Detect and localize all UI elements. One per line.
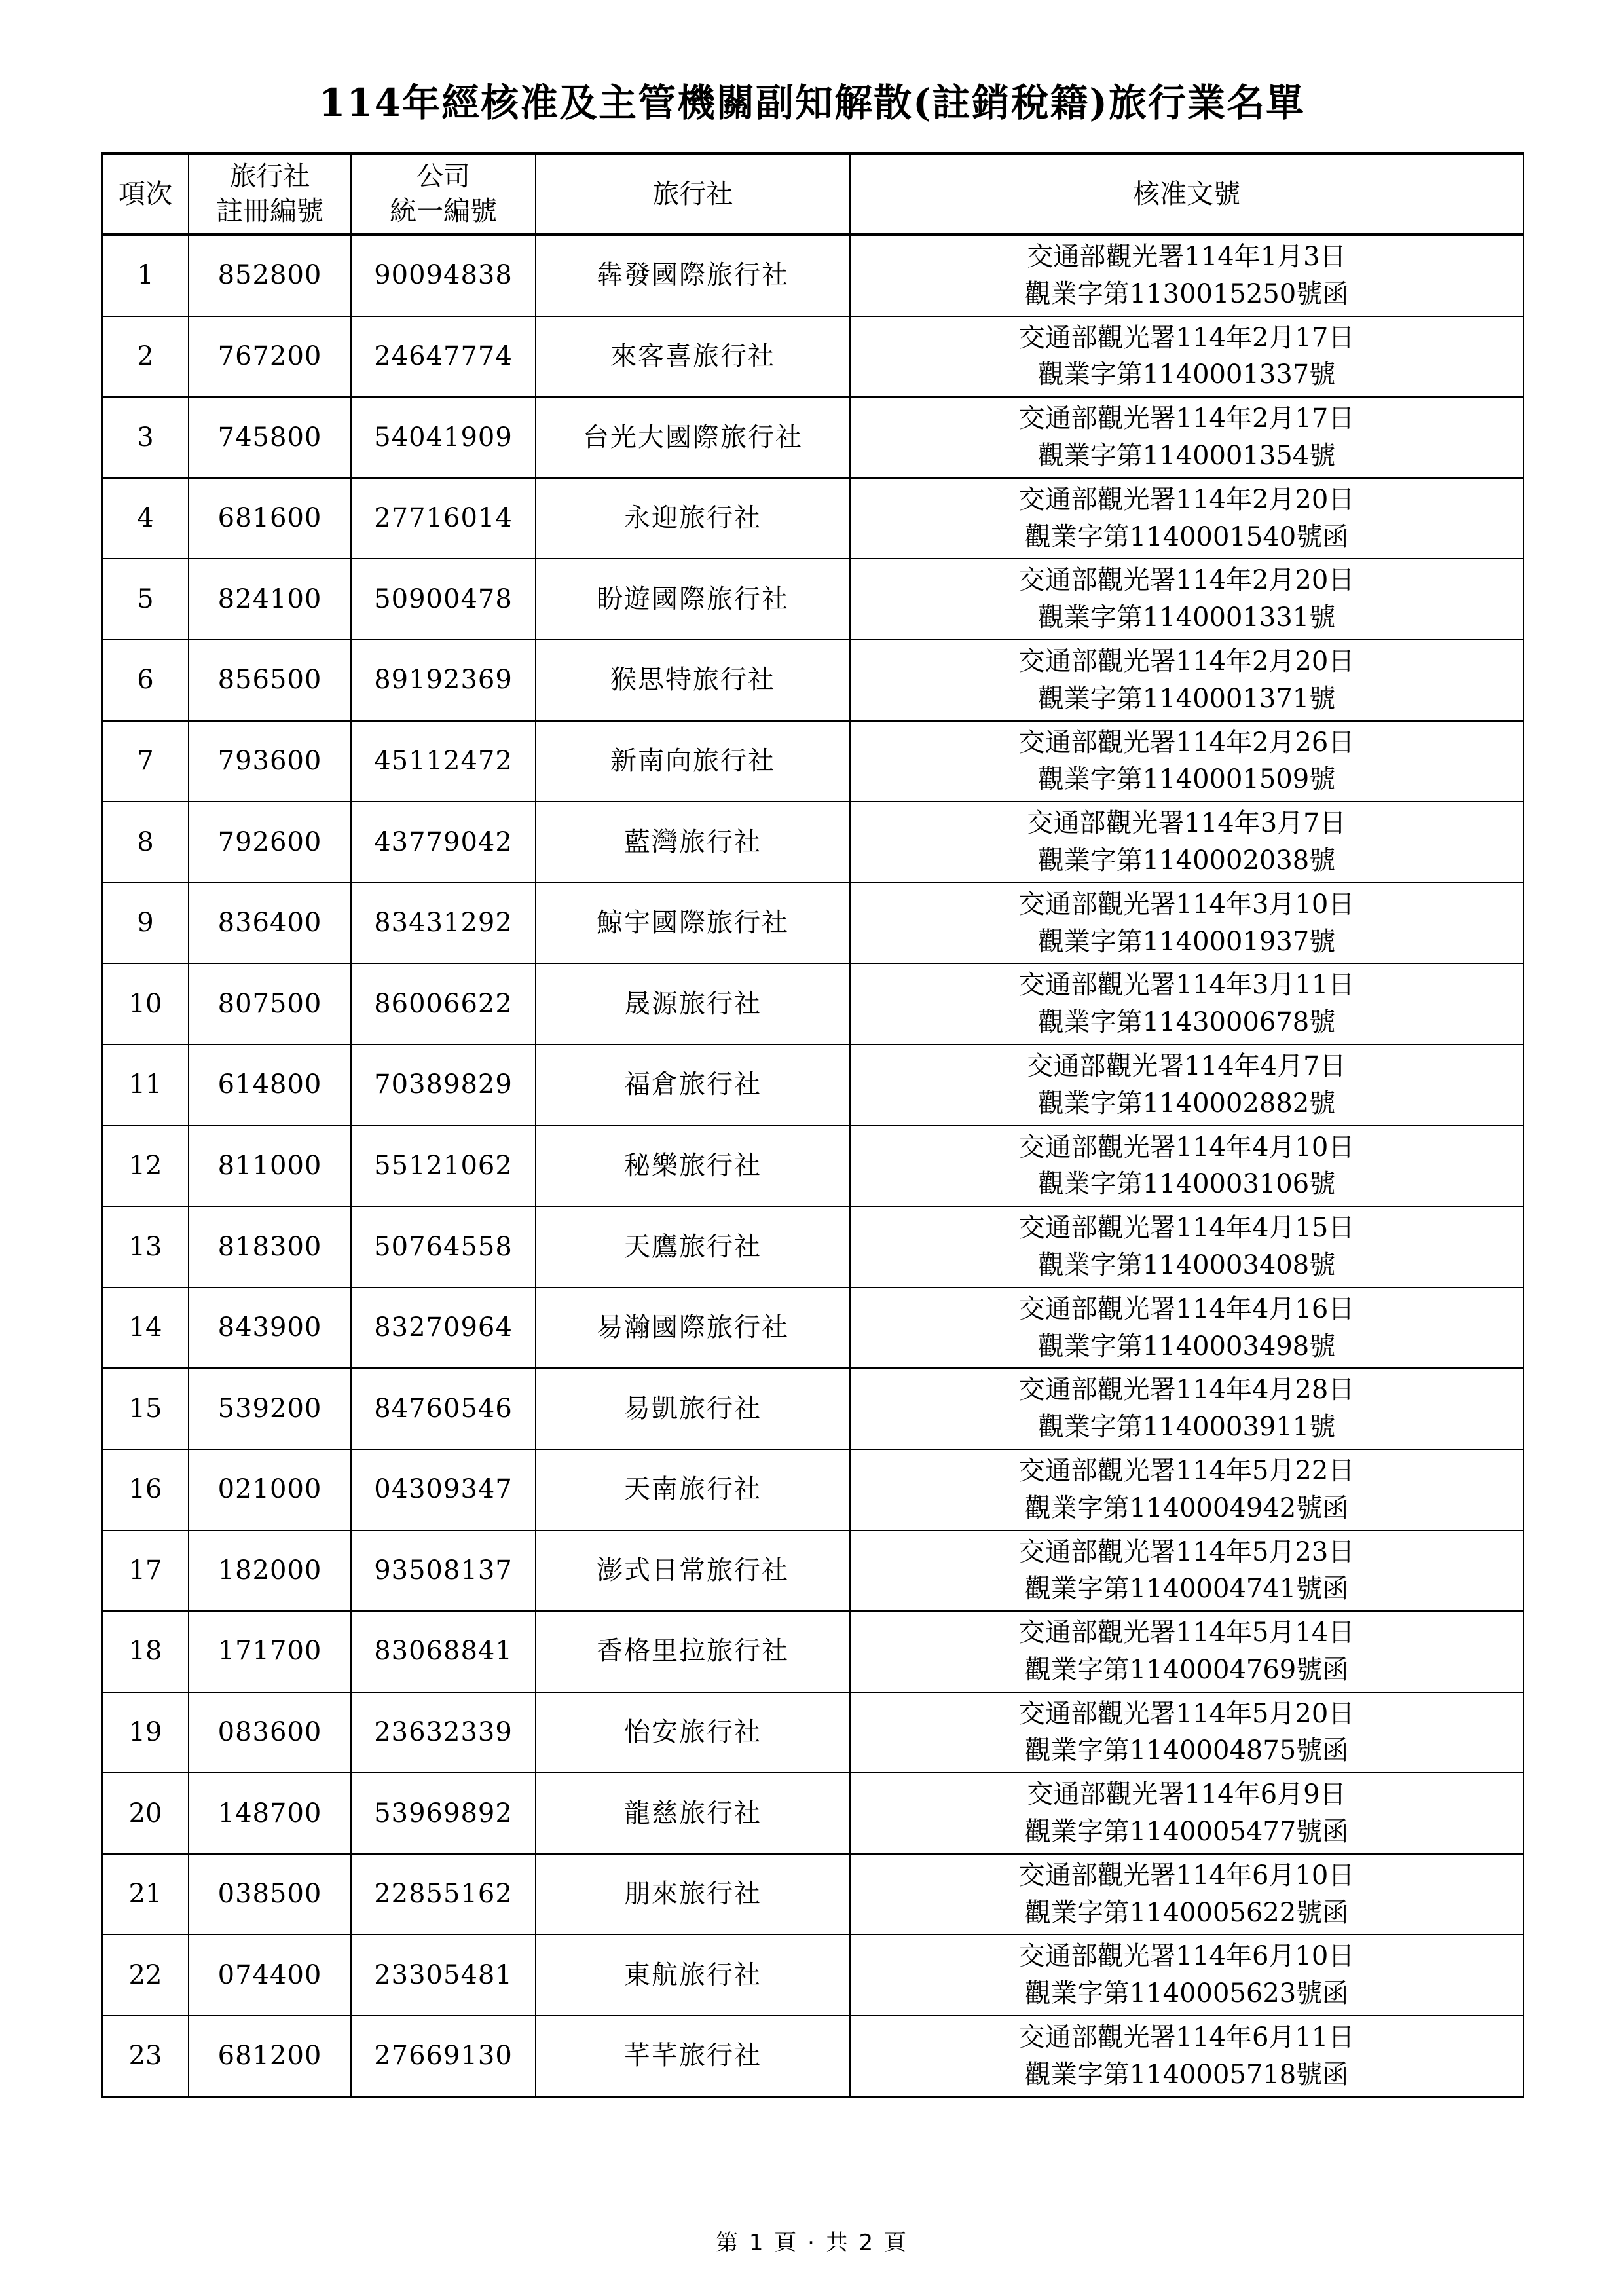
cell-registration-number: 681600 [189, 478, 351, 559]
approval-date-line: 交通部觀光署114年2月20日 [1018, 646, 1355, 676]
cell-tax-number: 83270964 [351, 1287, 536, 1369]
table-row [102, 802, 1523, 883]
cell-index: 4 [102, 478, 189, 559]
approval-number-line: 觀業字第1140004769號函 [1024, 1654, 1349, 1685]
table-row [102, 234, 1523, 316]
cell-tax-number: 84760546 [351, 1368, 536, 1449]
cell-registration-number: 836400 [189, 883, 351, 964]
cell-tax-number: 23305481 [351, 1935, 536, 2016]
cell-registration-number: 745800 [189, 397, 351, 478]
cell-index: 10 [102, 963, 189, 1045]
cell-approval-document [850, 963, 1523, 1045]
table-row [102, 721, 1523, 802]
cell-index: 9 [102, 883, 189, 964]
table-body [102, 234, 1523, 2097]
column-header-tax-line2: 統一編號 [390, 195, 497, 227]
cell-approval-document [850, 316, 1523, 398]
cell-agency-name: 芊芊旅行社 [536, 2016, 850, 2097]
approval-number-line: 觀業字第1140001540號函 [1024, 521, 1349, 552]
cell-tax-number: 27669130 [351, 2016, 536, 2097]
approval-number-line: 觀業字第1140002038號 [1037, 845, 1336, 876]
cell-tax-number: 70389829 [351, 1045, 536, 1126]
column-header-tax-line1: 公司 [416, 160, 470, 192]
column-header-index [102, 153, 189, 234]
cell-registration-number: 074400 [189, 1935, 351, 2016]
cell-registration-number: 767200 [189, 316, 351, 398]
table-row [102, 1530, 1523, 1612]
cell-registration-number: 038500 [189, 1854, 351, 1935]
approval-date-line: 交通部觀光署114年6月10日 [1018, 1860, 1355, 1891]
table-row [102, 559, 1523, 640]
approval-date-line: 交通部觀光署114年6月9日 [1027, 1779, 1346, 1810]
cell-approval-document [850, 1854, 1523, 1935]
cell-registration-number: 148700 [189, 1773, 351, 1854]
approval-number-line: 觀業字第1140005623號函 [1024, 1978, 1349, 2009]
cell-tax-number: 83431292 [351, 883, 536, 964]
approval-date-line: 交通部觀光署114年3月11日 [1018, 970, 1355, 1001]
cell-agency-name: 犇發國際旅行社 [536, 234, 850, 316]
cell-tax-number: 54041909 [351, 397, 536, 478]
approval-date-line: 交通部觀光署114年2月26日 [1018, 727, 1355, 758]
approval-date-line: 交通部觀光署114年5月23日 [1018, 1536, 1355, 1567]
column-header-registration-number [189, 153, 351, 234]
cell-approval-document [850, 721, 1523, 802]
approval-number-line: 觀業字第1140004942號函 [1024, 1492, 1349, 1523]
approval-date-line: 交通部觀光署114年4月7日 [1027, 1050, 1346, 1081]
cell-tax-number: 53969892 [351, 1773, 536, 1854]
cell-agency-name: 新南向旅行社 [536, 721, 850, 802]
approval-date-line: 交通部觀光署114年2月17日 [1018, 322, 1355, 353]
table-row [102, 883, 1523, 964]
cell-registration-number: 021000 [189, 1449, 351, 1530]
cell-tax-number: 23632339 [351, 1692, 536, 1773]
cell-agency-name: 鯨宇國際旅行社 [536, 883, 850, 964]
column-header-agency-name [536, 153, 850, 234]
approval-number-line: 觀業字第1140005477號函 [1024, 1817, 1349, 1847]
cell-registration-number: 539200 [189, 1368, 351, 1449]
cell-agency-name: 朋來旅行社 [536, 1854, 850, 1935]
approval-number-line: 觀業字第1140001337號 [1037, 360, 1336, 390]
approval-date-line: 交通部觀光署114年5月22日 [1018, 1455, 1355, 1486]
cell-agency-name: 天南旅行社 [536, 1449, 850, 1530]
cell-registration-number: 793600 [189, 721, 351, 802]
cell-tax-number: 83068841 [351, 1611, 536, 1692]
cell-tax-number: 45112472 [351, 721, 536, 802]
column-header-index-label: 項次 [119, 177, 172, 210]
approval-number-line: 觀業字第1140003106號 [1037, 1169, 1336, 1200]
approval-date-line: 交通部觀光署114年6月11日 [1018, 2022, 1355, 2053]
cell-tax-number: 43779042 [351, 802, 536, 883]
cell-registration-number: 856500 [189, 640, 351, 721]
table-row [102, 2016, 1523, 2097]
cell-agency-name: 易凱旅行社 [536, 1368, 850, 1449]
table-row [102, 1611, 1523, 1692]
table-row [102, 963, 1523, 1045]
cell-registration-number: 818300 [189, 1206, 351, 1287]
cell-tax-number: 50764558 [351, 1206, 536, 1287]
cell-tax-number: 86006622 [351, 963, 536, 1045]
approval-number-line: 觀業字第1140005718號函 [1024, 2059, 1349, 2090]
table-header [102, 153, 1523, 234]
cell-tax-number: 22855162 [351, 1854, 536, 1935]
cell-index: 6 [102, 640, 189, 721]
cell-agency-name: 龍慈旅行社 [536, 1773, 850, 1854]
approval-number-line: 觀業字第1143000678號 [1037, 1007, 1336, 1038]
cell-approval-document [850, 1368, 1523, 1449]
cell-tax-number: 04309347 [351, 1449, 536, 1530]
cell-approval-document [850, 802, 1523, 883]
approval-date-line: 交通部觀光署114年4月10日 [1018, 1132, 1355, 1162]
approval-date-line: 交通部觀光署114年6月10日 [1018, 1941, 1355, 1972]
cell-index: 12 [102, 1126, 189, 1207]
cell-index: 20 [102, 1773, 189, 1854]
cell-index: 17 [102, 1530, 189, 1612]
cell-approval-document [850, 1287, 1523, 1369]
approval-date-line: 交通部觀光署114年3月7日 [1027, 808, 1346, 839]
approval-number-line: 觀業字第1140005622號函 [1024, 1897, 1349, 1928]
cell-agency-name: 怡安旅行社 [536, 1692, 850, 1773]
table-row [102, 1126, 1523, 1207]
cell-approval-document [850, 1449, 1523, 1530]
approval-date-line: 交通部觀光署114年1月3日 [1027, 242, 1346, 272]
cell-agency-name: 藍灣旅行社 [536, 802, 850, 883]
cell-agency-name: 秘樂旅行社 [536, 1126, 850, 1207]
cell-approval-document [850, 1773, 1523, 1854]
cell-index: 7 [102, 721, 189, 802]
cell-registration-number: 182000 [189, 1530, 351, 1612]
cell-agency-name: 猴思特旅行社 [536, 640, 850, 721]
cell-approval-document [850, 1530, 1523, 1612]
cell-approval-document [850, 640, 1523, 721]
cell-tax-number: 93508137 [351, 1530, 536, 1612]
cell-index: 13 [102, 1206, 189, 1287]
column-header-registration-line2: 註冊編號 [216, 195, 323, 227]
cell-agency-name: 晟源旅行社 [536, 963, 850, 1045]
table-row [102, 1287, 1523, 1369]
cell-registration-number: 843900 [189, 1287, 351, 1369]
cell-approval-document [850, 1935, 1523, 2016]
cell-tax-number: 89192369 [351, 640, 536, 721]
cell-index: 15 [102, 1368, 189, 1449]
table-header-row [102, 153, 1523, 234]
cell-registration-number: 171700 [189, 1611, 351, 1692]
cell-agency-name: 天鷹旅行社 [536, 1206, 850, 1287]
cell-index: 1 [102, 234, 189, 316]
cell-agency-name: 香格里拉旅行社 [536, 1611, 850, 1692]
cell-agency-name: 來客喜旅行社 [536, 316, 850, 398]
approval-number-line: 觀業字第1140001331號 [1037, 602, 1336, 633]
cell-tax-number: 50900478 [351, 559, 536, 640]
approval-number-line: 觀業字第1140001937號 [1037, 926, 1336, 957]
approval-number-line: 觀業字第1140003911號 [1037, 1412, 1336, 1443]
cell-tax-number: 27716014 [351, 478, 536, 559]
approval-date-line: 交通部觀光署114年4月15日 [1018, 1213, 1355, 1244]
approval-date-line: 交通部觀光署114年4月16日 [1018, 1293, 1355, 1324]
approval-number-line: 觀業字第1140002882號 [1037, 1088, 1336, 1119]
table-row [102, 640, 1523, 721]
cell-tax-number: 90094838 [351, 234, 536, 316]
cell-approval-document [850, 1126, 1523, 1207]
cell-registration-number: 852800 [189, 234, 351, 316]
cell-agency-name: 東航旅行社 [536, 1935, 850, 2016]
column-header-approval-document [850, 153, 1523, 234]
table-row [102, 478, 1523, 559]
cell-index: 14 [102, 1287, 189, 1369]
column-header-agency-label: 旅行社 [652, 177, 733, 210]
table-row [102, 1854, 1523, 1935]
cell-index: 18 [102, 1611, 189, 1692]
cell-tax-number: 24647774 [351, 316, 536, 398]
cell-approval-document [850, 234, 1523, 316]
column-header-registration-line1: 旅行社 [229, 160, 310, 192]
cell-approval-document [850, 1206, 1523, 1287]
cell-agency-name: 福倉旅行社 [536, 1045, 850, 1126]
table-row [102, 397, 1523, 478]
cell-index: 11 [102, 1045, 189, 1126]
approval-number-line: 觀業字第1130015250號函 [1024, 278, 1349, 309]
cell-registration-number: 614800 [189, 1045, 351, 1126]
cell-approval-document [850, 2016, 1523, 2097]
cell-index: 23 [102, 2016, 189, 2097]
approval-date-line: 交通部觀光署114年5月20日 [1018, 1698, 1355, 1729]
cell-registration-number: 811000 [189, 1126, 351, 1207]
approval-date-line: 交通部觀光署114年4月28日 [1018, 1375, 1355, 1405]
approval-number-line: 觀業字第1140001354號 [1037, 440, 1336, 471]
cell-index: 21 [102, 1854, 189, 1935]
cell-approval-document [850, 1045, 1523, 1126]
cell-index: 5 [102, 559, 189, 640]
cell-index: 19 [102, 1692, 189, 1773]
table-row [102, 1449, 1523, 1530]
approval-date-line: 交通部觀光署114年2月20日 [1018, 565, 1355, 596]
cell-agency-name: 台光大國際旅行社 [536, 397, 850, 478]
approval-number-line: 觀業字第1140001371號 [1037, 683, 1336, 714]
cell-agency-name: 盼遊國際旅行社 [536, 559, 850, 640]
table-row [102, 1692, 1523, 1773]
table-row [102, 1935, 1523, 2016]
approval-date-line: 交通部觀光署114年3月10日 [1018, 889, 1355, 919]
cell-approval-document [850, 883, 1523, 964]
page-title: 114年經核准及主管機關副知解散(註銷稅籍)旅行業名單 [319, 81, 1305, 125]
table-row [102, 316, 1523, 398]
page-footer: 第 1 頁 · 共 2 頁 [716, 2230, 908, 2256]
cell-agency-name: 永迎旅行社 [536, 478, 850, 559]
cell-tax-number: 55121062 [351, 1126, 536, 1207]
cell-registration-number: 824100 [189, 559, 351, 640]
approval-number-line: 觀業字第1140003408號 [1037, 1250, 1336, 1280]
cell-approval-document [850, 1611, 1523, 1692]
table-row [102, 1773, 1523, 1854]
column-header-approval-label: 核准文號 [1133, 177, 1240, 210]
cell-registration-number: 083600 [189, 1692, 351, 1773]
column-header-tax-number [351, 153, 536, 234]
cell-agency-name: 澎式日常旅行社 [536, 1530, 850, 1612]
cell-registration-number: 681200 [189, 2016, 351, 2097]
cell-index: 16 [102, 1449, 189, 1530]
travel-agency-dissolution-table [101, 152, 1524, 2098]
cell-index: 22 [102, 1935, 189, 2016]
approval-number-line: 觀業字第1140004741號函 [1024, 1574, 1349, 1604]
approval-date-line: 交通部觀光署114年2月20日 [1018, 484, 1355, 515]
cell-registration-number: 792600 [189, 802, 351, 883]
approval-date-line: 交通部觀光署114年5月14日 [1018, 1618, 1355, 1648]
table-row [102, 1045, 1523, 1126]
approval-number-line: 觀業字第1140004875號函 [1024, 1735, 1349, 1766]
cell-approval-document [850, 559, 1523, 640]
table-row [102, 1206, 1523, 1287]
approval-date-line: 交通部觀光署114年2月17日 [1018, 403, 1355, 434]
cell-agency-name: 易瀚國際旅行社 [536, 1287, 850, 1369]
cell-registration-number: 807500 [189, 963, 351, 1045]
cell-index: 8 [102, 802, 189, 883]
cell-index: 2 [102, 316, 189, 398]
cell-approval-document [850, 478, 1523, 559]
approval-number-line: 觀業字第1140001509號 [1037, 764, 1336, 795]
cell-approval-document [850, 397, 1523, 478]
approval-number-line: 觀業字第1140003498號 [1037, 1331, 1336, 1361]
table-row [102, 1368, 1523, 1449]
cell-approval-document [850, 1692, 1523, 1773]
cell-index: 3 [102, 397, 189, 478]
